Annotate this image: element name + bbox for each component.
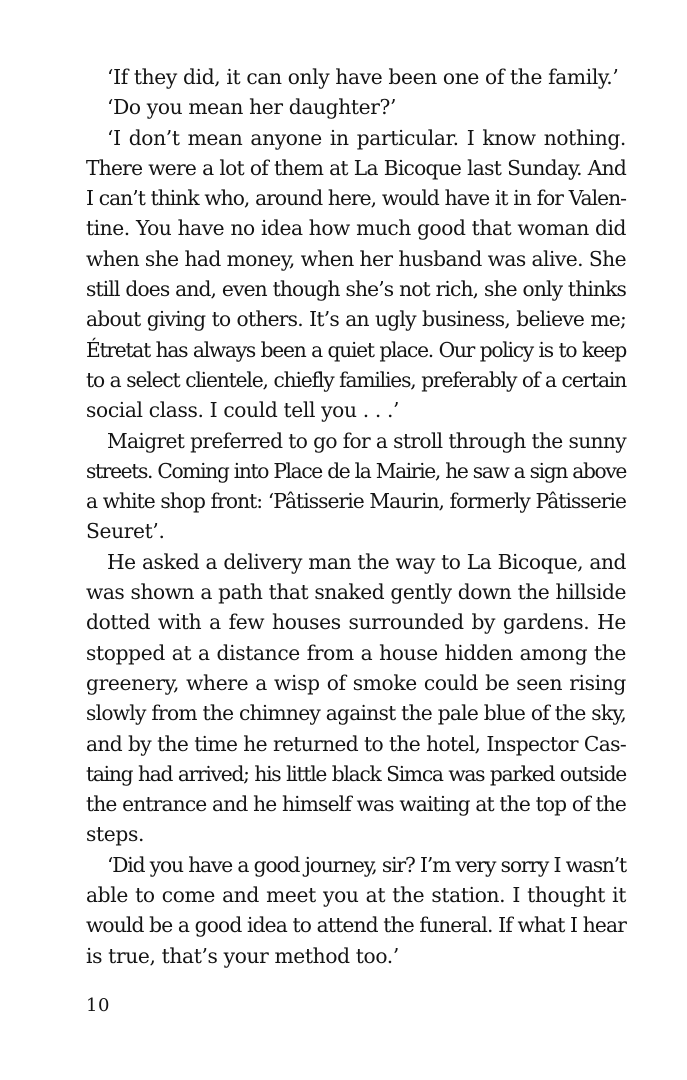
text-line: is true, that’s your method too.’ <box>86 943 399 968</box>
text-line: streets. Coming into Place de la Mairie, he saw a sign above <box>86 458 626 483</box>
text-line: Étretat has always been a quiet place. Our policy is to keep <box>86 337 626 362</box>
text-line: Seuret’. <box>86 519 165 544</box>
text-line: about giving to others. It’s an ugly business, believe me; <box>86 307 626 332</box>
text-line: when she had money, when her husband was alive. She <box>86 246 626 271</box>
page-number: 10 <box>86 995 110 1016</box>
text-line: able to come and meet you at the station. I thought it <box>86 883 626 908</box>
text-line: greenery, where a wisp of smoke could be seen rising <box>86 670 626 695</box>
text-line: tine. You have no idea how much good that woman did <box>86 216 626 241</box>
text-line: ‘If they did, it can only have been one of the family.’ <box>107 65 619 89</box>
text-line: dotted with a few houses surrounded by gardens. He <box>86 610 626 635</box>
text-line: ‘Do you mean her daughter?’ <box>107 95 397 120</box>
text-line: Maigret preferred to go for a stroll through the sunny <box>107 428 626 453</box>
text-line: was shown a path that snaked gently down the hillside <box>86 580 626 605</box>
text-line: social class. I could tell you . . .’ <box>86 398 400 423</box>
text-line: ‘Did you have a good journey, sir? I’m very sorry I wasn’t <box>107 852 626 877</box>
text-line: He asked a delivery man the way to La Bicoque, and <box>107 549 626 574</box>
text-line: still does and, even though she’s not rich, she only thinks <box>86 277 626 302</box>
text-line: ‘I don’t mean anyone in particular. I know nothing. <box>107 125 626 150</box>
book-page-text <box>86 62 626 971</box>
text-line: to a select clientele, chiefly families, preferably of a certain <box>86 367 626 392</box>
text-line: There were a lot of them at La Bicoque last Sunday. And <box>86 155 626 180</box>
text-line: the entrance and he himself was waiting at the top of the <box>86 792 626 817</box>
text-line: taing had arrived; his little black Simca was parked outside <box>86 761 626 786</box>
text-line: I can’t think who, around here, would have it in for Valen- <box>86 186 626 211</box>
text-line: steps. <box>86 822 145 847</box>
text-line: and by the time he returned to the hotel, Inspector Cas- <box>86 731 626 756</box>
text-line: stopped at a distance from a house hidden among the <box>86 640 626 665</box>
text-line: would be a good idea to attend the funeral. If what I hear <box>86 913 626 938</box>
text-line: slowly from the chimney against the pale blue of the sky, <box>86 701 626 726</box>
text-line: a white shop front: ‘Pâtisserie Maurin, formerly Pâtisserie <box>86 489 626 514</box>
